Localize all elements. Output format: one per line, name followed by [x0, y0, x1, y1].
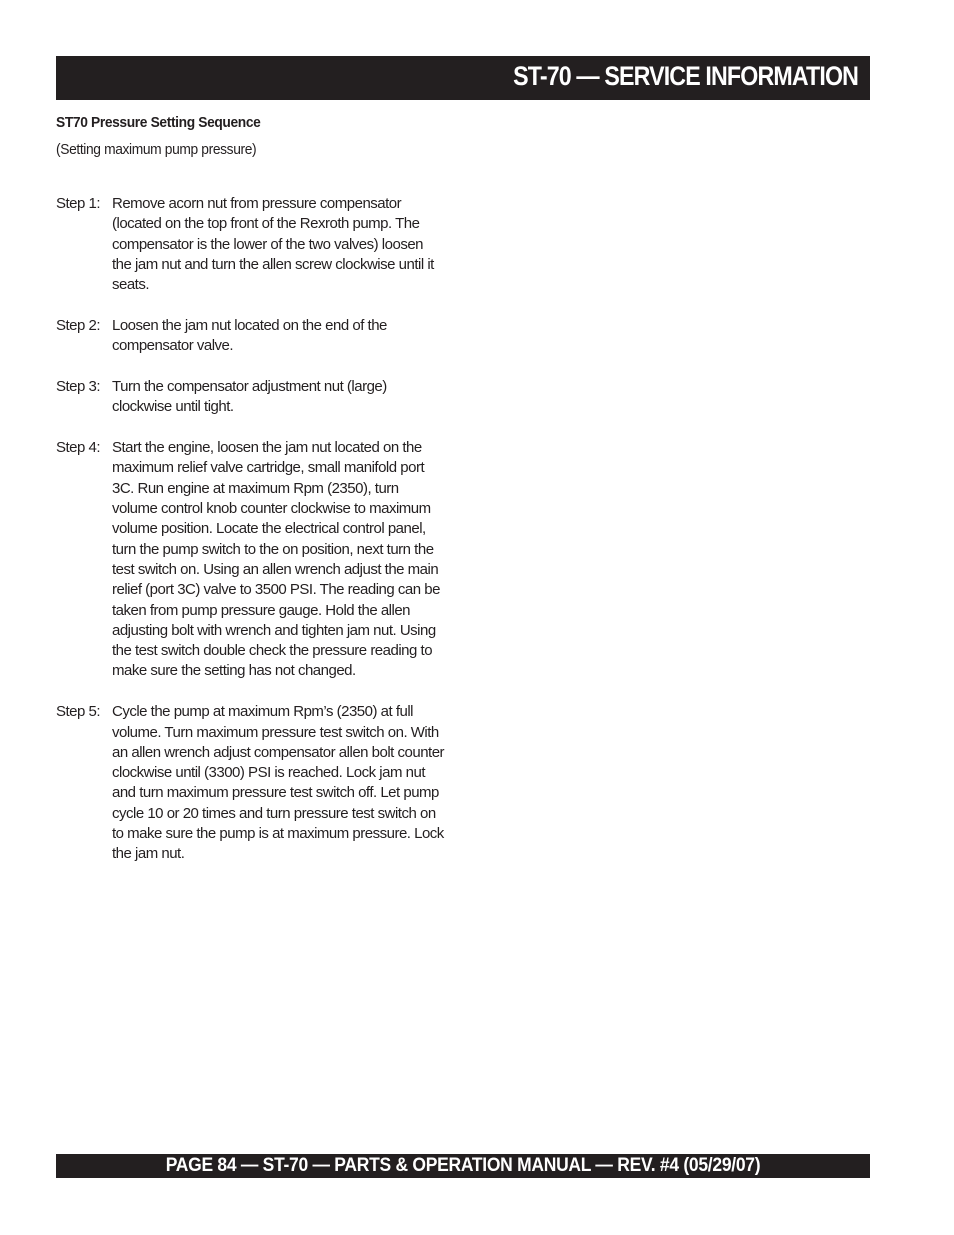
step-label: Step 3: [56, 378, 101, 396]
step-item [56, 377, 456, 418]
step-item [56, 438, 456, 682]
section-title: ST70 Pressure Setting Sequence [56, 114, 261, 131]
step-text: Loosen the jam nut located on the end of the compensator valve. [112, 316, 387, 355]
step-text: Remove acorn nut from pressure compensator (located on the top front of the Rexroth pump. The compensator is the lower of the two valves) loosen the jam nut and turn the allen screw clockwise until it seats. [112, 195, 434, 294]
step-text: Cycle the pump at maximum Rpm’s (2350) at full volume. Turn maximum pressure test switch on. With an allen wrench adjust compensator allen bolt counter clockwise until (3300) PSI is reached. Lock jam nut and turn maximum pressure test switch off. Let pump cycle 10 or 20 times and turn pressure test switch on to make sure the pump is at maximum pressure. Lock the jam nut. [112, 703, 445, 863]
step-text: Turn the compensator adjustment nut (large) clockwise until tight. [112, 378, 387, 416]
step-item [56, 194, 456, 295]
footer-text: PAGE 84 — ST-70 — PARTS & OPERATION MANUAL — REV. #4 (05/29/07) [165, 1155, 761, 1176]
page-header [56, 56, 870, 100]
main-content [56, 113, 456, 885]
step-label: Step 5: [56, 703, 101, 721]
step-list [56, 194, 456, 865]
page-footer [56, 1154, 870, 1178]
step-label: Step 2: [56, 316, 101, 334]
page-title: ST-70 — SERVICE INFORMATION [513, 61, 858, 91]
step-item [56, 702, 456, 864]
step-text: Start the engine, loosen the jam nut located on the maximum relief valve cartridge, small manifold port 3C. Run engine at maximum Rpm (2350), turn volume control knob counter clockwise to maximum volume position. Locate the electrical control panel, turn the pump switch to the on position, next turn the test switch on. Using an allen wrench adjust the main relief (port 3C) valve to 3500 PSI. The reading can be taken from pump pressure gauge. Hold the allen adjusting bolt with wrench and tighten jam nut. Using the test switch double check the pressure reading to make sure the setting has not changed. [112, 439, 440, 680]
step-item [56, 316, 456, 357]
step-label: Step 4: [56, 439, 101, 457]
section-subtitle: (Setting maximum pump pressure) [56, 141, 257, 158]
step-label: Step 1: [56, 195, 101, 212]
